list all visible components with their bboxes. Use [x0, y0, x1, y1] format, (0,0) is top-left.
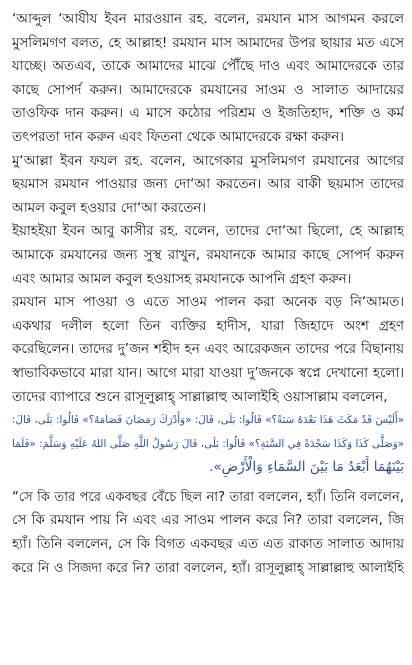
arabic-line: «وَصَلَّى كَذَا وَكَذَا سَجْدَةً فِي السَّنَةِ؟» قَالُوا: بَلَى، قَالَ رَسُولُ اللَّهِ صَلَّى اللهُ عَلَيْهِ وَسَلَّمَ: «فَلَمَا — [12, 437, 404, 450]
text-line: “সে কি তার পরে একবছর বেঁচে ছিল না? তারা বললেন, হ্যাঁ। তিনি বললেন, — [12, 489, 404, 505]
arabic-hadith-quote — [12, 409, 404, 480]
text-line: মু‘আল্লা ইবন ফযল রহ. বলেন, আগেকার মুসলিমগণ রমযানের আগের — [12, 153, 404, 169]
text-line: ইয়াহইয়া ইবন আবু কাসীর রহ. বলেন, তাদের দো‘আ ছিলো, হে আল্লাহ — [12, 224, 404, 240]
text-line: করেছিলেন। তাদের দু’জন শহীদ হন এবং আরেকজন তাদের পরে বিছানায় — [12, 342, 404, 358]
text-line: তাদের ব্যাপারে শুনে রাসূলুল্লাহ্ সাল্লাল্লাহু আলাইহি ওয়াসাল্লাম বললেন, — [12, 389, 388, 405]
text-line: রমযান মাস পাওয়া ও এতে সাওম পালন করা অনেক বড় নি‘আমত। — [12, 295, 404, 311]
text-line: একথার দলীল হলো তিন ব্যক্তির হাদীস, যারা জিহাদে অংশ গ্রহণ — [12, 318, 404, 334]
text-line: সে কি রমযান পায় নি এবং এর সাওম পালন করে নি? তারা বললেন, জি — [12, 513, 404, 529]
text-line: এবং আমার আমল কবুল হওয়াসহ রমযানকে আপনি গ্রহণ করুন। — [12, 271, 352, 287]
text-line: ছয়মাস রমযান পাওয়ার জন্য দো‘আ করতেন। আর বাকী ছয়মাস তাদের — [12, 177, 404, 193]
paragraph-translation — [12, 486, 404, 580]
text-line: হ্যাঁ। তিনি বললেন, সে কি বিগত একবছর এত এত রাকাত সালাত আদায় — [12, 537, 404, 553]
text-line: আমাকে রমযানের জন্য সুস্থ রাখুন, রমযানকে আমার কাছে সোপর্দ করুন — [12, 247, 404, 263]
text-line: স্বাভাবিকভাবে মারা যান। আগে মারা যাওয়া দু’জনকে স্বপ্নে দেখানো হলো। — [12, 365, 404, 381]
text-line: ‘আব্দুল ‘আযীয ইবন মারওয়ান রহ. বলেন, রমযান মাস আগমন করলে — [12, 12, 404, 27]
text-line: আমল কবুল হওয়ার দো‘আ করতেন। — [12, 200, 207, 216]
arabic-line: بَيْنَهُمَا أَبْعَدُ مَا بَيْنَ السَّمَاءِ وَالْأَرْضِ». — [209, 459, 404, 476]
text-line: তৎপরতা দান করুন এবং ফিতনা থেকে আমাদেরকে রক্ষা করুন। — [12, 129, 344, 145]
paragraph-ramadan-blessing — [12, 291, 404, 409]
text-line: করে নি ও সিজদা করে নি? তারা বললেন, হ্যাঁ। রাসূলুল্লাহ্ সাল্লাল্লাহু আলাইহি — [12, 560, 404, 576]
text-line: তাওফিক দান করুন। এ মাসে কঠোর পরিশ্রম ও ইজতিহাদ, শক্তি ও কর্ম — [12, 106, 404, 122]
text-line: কাছে সোপর্দ করুন। আমাদেরকে রমযানের সাওম ও সালাত আদায়ের — [12, 82, 404, 98]
paragraph-muallah — [12, 150, 404, 221]
text-line: মুসলিমগণ বলত, হে আল্লাহ! রমযান মাস আমাদের উপর ছায়ার মত এসে — [12, 35, 404, 51]
paragraph-yahya — [12, 220, 404, 291]
paragraph-abdul-aziz — [12, 8, 404, 150]
text-line: যাচ্ছে। অতএব, তাকে আমাদের মাঝে পৌঁছে দাও এবং আমাদেরকে তার — [12, 59, 404, 75]
arabic-line: «أَلَيْسَ قَدْ مَكَثَ هَذَا بَعْدَهُ سَنَةً؟» قَالُوا: بَلَى، قَالَ: «وَأَدْرَكَ رَمَضَانَ فَصَامَهُ؟» قَالُوا: بَلَى، قَالَ: — [12, 414, 404, 427]
